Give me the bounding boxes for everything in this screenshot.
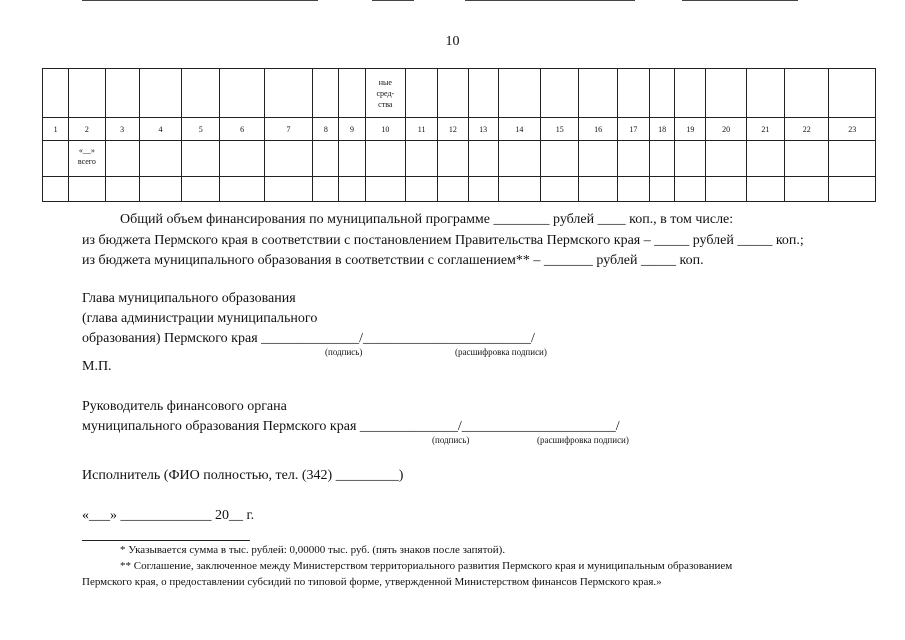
table-cell [105, 141, 139, 177]
column-number: 19 [675, 118, 706, 141]
table-cell [105, 177, 139, 202]
header-fragment-line: ные [378, 77, 392, 87]
column-number: 10 [365, 118, 405, 141]
top-border-fragment [682, 0, 798, 1]
signature-caption: (подпись) [325, 347, 363, 357]
column-number: 18 [649, 118, 674, 141]
table-cell [139, 177, 181, 202]
table-cell [105, 69, 139, 118]
table-cell [182, 141, 220, 177]
table-cell [264, 177, 312, 202]
column-number: 3 [105, 118, 139, 141]
head-title-line: (глава администрации муниципального [82, 311, 318, 326]
table-cell [43, 177, 69, 202]
table-cell [468, 177, 498, 202]
table-cell [69, 177, 105, 202]
table-cell [43, 141, 69, 177]
footnote-separator [82, 540, 250, 541]
column-number: 23 [829, 118, 876, 141]
table-cell [706, 141, 746, 177]
table-cell [438, 177, 468, 202]
column-number: 15 [541, 118, 579, 141]
table-cell [405, 177, 437, 202]
table-header-row [43, 69, 876, 118]
column-number: 5 [182, 118, 220, 141]
financing-table [42, 68, 876, 202]
table-cell [220, 69, 264, 118]
table-cell [339, 69, 365, 118]
column-number: 4 [139, 118, 181, 141]
table-cell [675, 69, 706, 118]
table-cell [617, 141, 649, 177]
table-cell [706, 69, 746, 118]
footnote-agreement-continued: Пермского края, о предоставлении субсидий по типовой форме, утвержденной Министерством финансов Пермского края.» [82, 576, 662, 588]
signature-caption: (подпись) [432, 435, 470, 445]
table-cell [313, 141, 339, 177]
column-numbers-row [43, 118, 876, 141]
column-number: 8 [313, 118, 339, 141]
header-fragment-cell [365, 69, 405, 118]
table-cell [339, 141, 365, 177]
table-cell [438, 141, 468, 177]
table-cell [649, 141, 674, 177]
table-cell [579, 141, 617, 177]
table-cell [829, 69, 876, 118]
quote-label: «__» [78, 146, 95, 155]
table-cell [405, 141, 437, 177]
table-cell [220, 141, 264, 177]
table-cell [617, 177, 649, 202]
total-label: всего [77, 157, 96, 166]
table-cell [182, 177, 220, 202]
table-cell [182, 69, 220, 118]
table-cell [365, 141, 405, 177]
table-cell [264, 141, 312, 177]
signature-decode-caption: (расшифровка подписи) [455, 347, 547, 357]
column-number: 2 [69, 118, 105, 141]
column-number: 11 [405, 118, 437, 141]
table-cell [498, 141, 540, 177]
column-number: 9 [339, 118, 365, 141]
column-number: 13 [468, 118, 498, 141]
top-border-fragment [465, 0, 635, 1]
table-cell [785, 141, 829, 177]
table-cell [220, 177, 264, 202]
table-cell [675, 177, 706, 202]
table-cell [498, 177, 540, 202]
table-cell [675, 141, 706, 177]
footnote-sum: * Указывается сумма в тыс. рублей: 0,00000 тыс. руб. (пять знаков после запятой). [120, 544, 506, 556]
column-number: 16 [579, 118, 617, 141]
header-fragment-line: ства [378, 99, 393, 109]
financing-municipal-line: из бюджета муниципального образования в соответствии с соглашением** – _______ рублей _____ коп. [82, 253, 704, 268]
head-title-line: Глава муниципального образования [82, 291, 296, 306]
head-signature-line: образования) Пермского края ______________/________________________/ [82, 331, 535, 346]
total-row [43, 141, 876, 177]
table-cell [746, 177, 784, 202]
table-cell [579, 69, 617, 118]
seal-mark: М.П. [82, 359, 112, 374]
finance-title-line: Руководитель финансового органа [82, 399, 287, 414]
column-number: 1 [43, 118, 69, 141]
column-number: 21 [746, 118, 784, 141]
table-cell [541, 69, 579, 118]
table-cell [649, 69, 674, 118]
table-cell [468, 141, 498, 177]
column-number: 7 [264, 118, 312, 141]
table-cell [365, 177, 405, 202]
financing-total-line: Общий объем финансирования по муниципальной программе ________ рублей ____ коп., в том числе: [120, 212, 734, 227]
column-number: 20 [706, 118, 746, 141]
date-line: «___» _____________ 20__ г. [82, 508, 255, 523]
table-cell [649, 177, 674, 202]
finance-signature-line: муниципального образования Пермского края ______________/______________________/ [82, 419, 620, 434]
blank-row [43, 177, 876, 202]
table-cell [498, 69, 540, 118]
executor-line: Исполнитель (ФИО полностью, тел. (342) _________) [82, 468, 404, 483]
table-cell [313, 177, 339, 202]
total-label-cell [69, 141, 105, 177]
table-cell [617, 69, 649, 118]
table-cell [829, 177, 876, 202]
signature-decode-caption: (расшифровка подписи) [537, 435, 629, 445]
financing-region-line: из бюджета Пермского края в соответствии с постановлением Правительства Пермского края – _____ рублей _____ коп.; [82, 233, 804, 248]
column-number: 6 [220, 118, 264, 141]
table-cell [541, 141, 579, 177]
table-cell [468, 69, 498, 118]
column-number: 17 [617, 118, 649, 141]
table-cell [746, 69, 784, 118]
table-cell [69, 69, 105, 118]
header-fragment-line: сред- [376, 88, 395, 98]
column-number: 12 [438, 118, 468, 141]
column-number: 22 [785, 118, 829, 141]
page-number: 10 [445, 34, 460, 49]
table-cell [746, 141, 784, 177]
table-cell [706, 177, 746, 202]
table-cell [139, 69, 181, 118]
table-cell [339, 177, 365, 202]
table-cell [139, 141, 181, 177]
table-cell [785, 69, 829, 118]
table-cell [829, 141, 876, 177]
table-cell [438, 69, 468, 118]
footnote-agreement: ** Соглашение, заключенное между Министерством территориального развития Пермского края и муниципальным образованием [120, 560, 733, 572]
table-cell [43, 69, 69, 118]
column-number: 14 [498, 118, 540, 141]
table-cell [313, 69, 339, 118]
table-cell [541, 177, 579, 202]
table-cell [264, 69, 312, 118]
table-cell [405, 69, 437, 118]
top-border-fragment [372, 0, 414, 1]
top-border-fragment [82, 0, 318, 1]
table-cell [785, 177, 829, 202]
table-cell [579, 177, 617, 202]
